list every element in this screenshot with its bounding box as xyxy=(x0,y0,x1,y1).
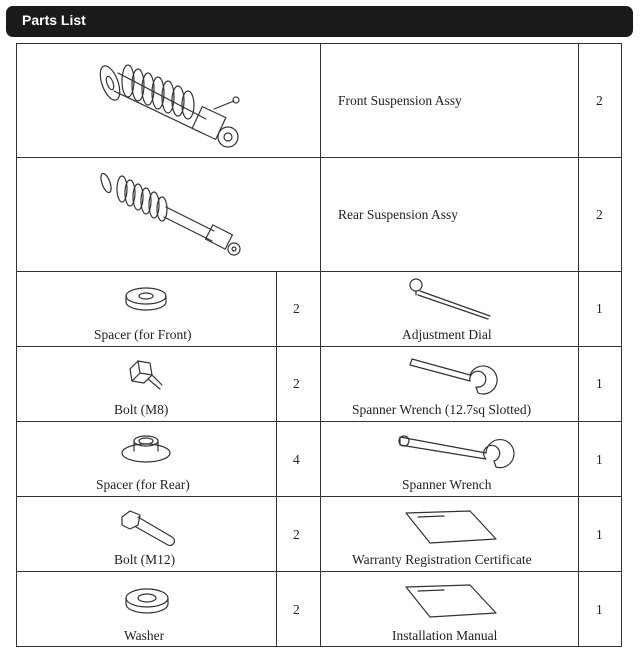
part-qty: 2 xyxy=(293,602,300,617)
part-qty: 4 xyxy=(293,452,300,467)
table-border xyxy=(621,43,622,647)
row-divider xyxy=(16,157,622,158)
row-divider xyxy=(16,496,622,497)
column-divider xyxy=(276,271,277,647)
part-qty: 1 xyxy=(596,301,603,316)
table-border xyxy=(16,43,622,44)
part-qty: 2 xyxy=(293,301,300,316)
front-spacer-illustration xyxy=(124,286,168,312)
part-name: Spanner Wrench xyxy=(402,477,492,492)
table-border xyxy=(16,646,622,647)
part-name: Warranty Registration Certificate xyxy=(352,552,532,567)
part-name: Spacer (for Front) xyxy=(94,327,192,342)
row-divider xyxy=(16,346,622,347)
rear-spacer-illustration xyxy=(120,429,172,465)
part-name: Spanner Wrench (12.7sq Slotted) xyxy=(352,402,532,417)
part-name: Rear Suspension Assy xyxy=(338,207,459,222)
washer-illustration xyxy=(124,587,170,615)
part-name: Bolt (M12) xyxy=(114,552,176,567)
section-header xyxy=(6,6,633,37)
part-qty: 2 xyxy=(293,527,300,542)
m8-bolt-illustration xyxy=(126,355,166,395)
part-qty: 1 xyxy=(596,602,603,617)
adjustment-dial-illustration xyxy=(406,276,496,320)
section-title: Parts List xyxy=(22,12,86,28)
warranty-certificate-illustration xyxy=(404,509,500,545)
part-name: Spacer (for Rear) xyxy=(96,477,190,492)
part-qty: 1 xyxy=(596,527,603,542)
row-divider xyxy=(16,421,622,422)
table-border xyxy=(16,43,17,647)
part-qty: 2 xyxy=(596,207,603,222)
rear-suspension-illustration xyxy=(96,169,246,265)
installation-manual-illustration xyxy=(404,583,500,619)
part-name: Front Suspension Assy xyxy=(338,93,462,108)
row-divider xyxy=(16,571,622,572)
part-qty: 1 xyxy=(596,452,603,467)
part-name: Installation Manual xyxy=(392,628,498,643)
slotted-spanner-illustration xyxy=(408,353,504,397)
parts-table xyxy=(16,43,622,647)
part-name: Washer xyxy=(124,628,165,643)
part-name: Bolt (M8) xyxy=(114,402,169,417)
front-suspension-illustration xyxy=(96,51,246,151)
part-qty: 1 xyxy=(596,376,603,391)
spanner-wrench-illustration xyxy=(396,433,516,469)
column-divider xyxy=(320,43,321,647)
row-divider xyxy=(16,271,622,272)
column-divider xyxy=(578,43,579,647)
part-qty: 2 xyxy=(293,376,300,391)
part-name: Adjustment Dial xyxy=(402,327,492,342)
m12-bolt-illustration xyxy=(120,507,176,547)
part-qty: 2 xyxy=(596,93,603,108)
